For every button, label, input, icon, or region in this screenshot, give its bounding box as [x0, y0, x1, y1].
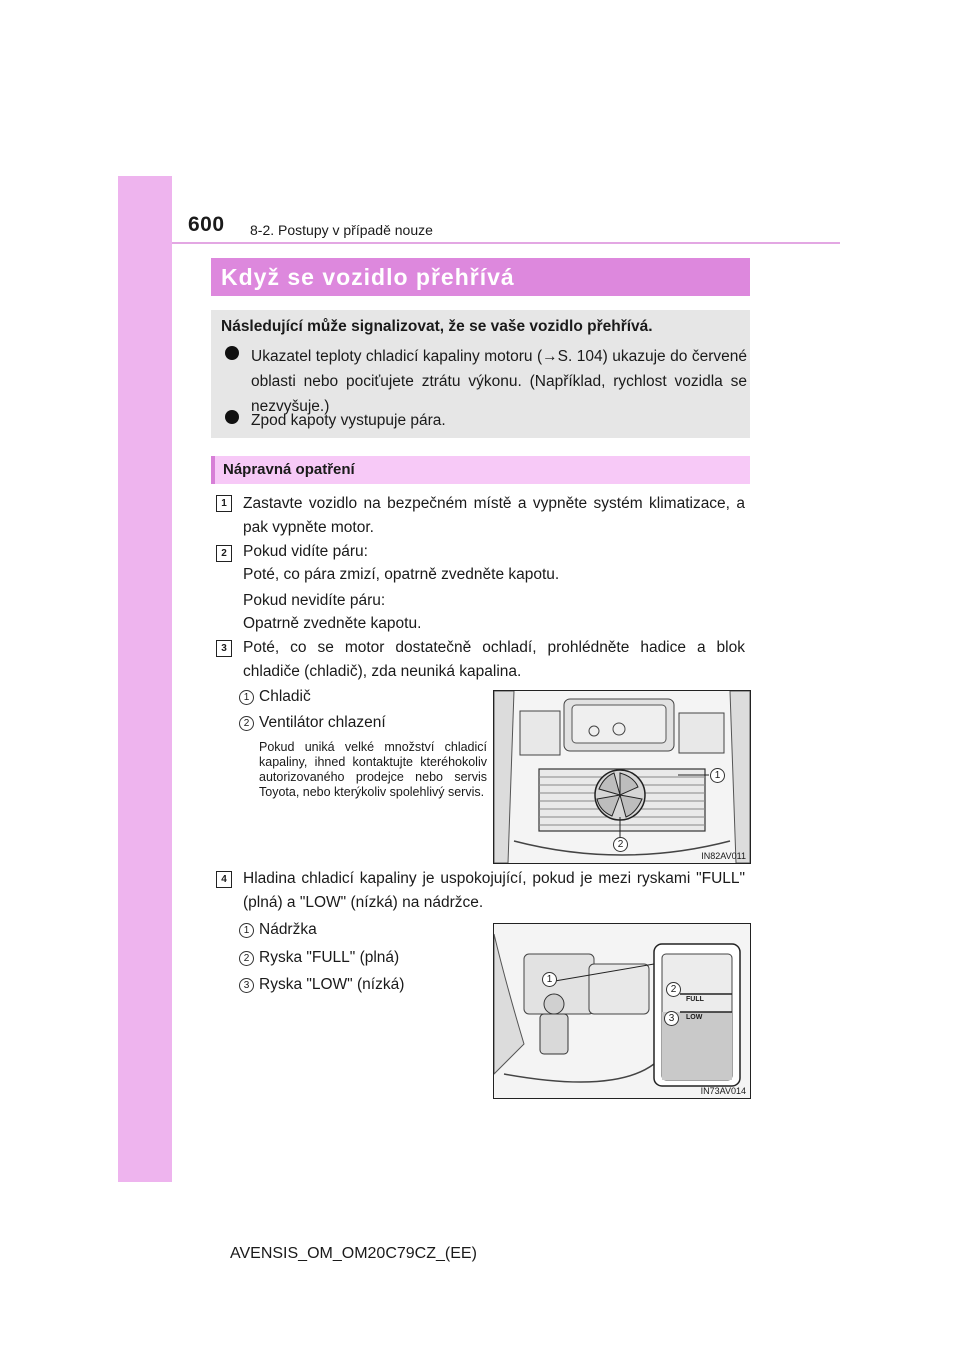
legend-label: Nádržka — [259, 921, 317, 938]
info-box — [211, 310, 750, 438]
step-number: 3 — [216, 640, 232, 657]
legend-number: 1 — [239, 690, 254, 705]
step-number: 1 — [216, 495, 232, 512]
step-text: Poté, co pára zmizí, opatrně zvedněte kapotu. — [243, 566, 560, 583]
legend-number: 1 — [239, 923, 254, 938]
callout-reservoir: 1 — [542, 972, 557, 987]
section-title: 8-2. Postupy v případě nouze — [250, 222, 433, 238]
step-text: Opatrně zvedněte kapotu. — [243, 615, 422, 632]
legend-label: Ryska "LOW" (nízká) — [259, 976, 405, 993]
figure-code: IN82AV011 — [701, 851, 746, 861]
heading-bar — [211, 258, 750, 296]
step-text: Pokud vidíte páru: — [243, 543, 368, 560]
step-text: Poté, co se motor dostatečně ochladí, prohlédněte hadice a blok chladiče (chladič), zda neuniká kapalina. — [243, 639, 745, 680]
figure-code: IN73AV014 — [700, 1086, 746, 1096]
subheading-bar — [211, 456, 750, 484]
header-rule — [172, 242, 840, 244]
bullet-dot-icon — [225, 346, 239, 360]
legend-number: 2 — [239, 716, 254, 731]
step-text: Pokud nevidíte páru: — [243, 592, 386, 609]
info-intro: Následující může signalizovat, že se vaše vozidlo přehřívá. — [221, 318, 653, 335]
step-number: 4 — [216, 871, 232, 888]
footer-doc-id: AVENSIS_OM_OM20C79CZ_(EE) — [230, 1245, 477, 1262]
page-heading: Když se vozidlo přehřívá — [221, 264, 515, 290]
bullet-dot-icon — [225, 410, 239, 424]
legend-label: Ventilátor chlazení — [259, 714, 386, 731]
legend-number: 3 — [239, 978, 254, 993]
step-number: 2 — [216, 545, 232, 562]
side-tab — [118, 176, 172, 1182]
callout-fan: 2 — [613, 837, 628, 852]
step-text: Zastavte vozidlo na bezpečném místě a vypněte systém klimatizace, a pak vypněte motor. — [243, 495, 745, 536]
bullet-text: Zpod kapoty vystupuje pára. — [251, 412, 446, 429]
callout-radiator: 1 — [710, 768, 725, 783]
leak-note: Pokud uniká velké množství chladicí kapaliny, ihned kontaktujte kteréhokoliv autorizovaného prodejce nebo servis Toyota, nebo kterýkoliv spolehlivý servis. — [259, 740, 487, 799]
full-mark-label: FULL — [686, 996, 704, 1003]
callout-full: 2 — [666, 982, 681, 997]
reservoir-illustration — [494, 924, 750, 1098]
callout-low: 3 — [664, 1011, 679, 1026]
legend-label: Chladič — [259, 688, 311, 705]
subheading: Nápravná opatření — [223, 461, 355, 478]
legend-label: Ryska "FULL" (plná) — [259, 949, 400, 966]
bullet-text: Ukazatel teploty chladicí kapaliny motoru (→S. 104) ukazuje do červené oblasti nebo pociťujete ztrátu výkonu. (Například, rychlost vozidla se nezvyšuje.) — [251, 348, 747, 415]
radiator-figure — [493, 690, 751, 864]
step-text: Hladina chladicí kapaliny je uspokojující, pokud je mezi ryskami "FULL" (plná) a "LOW" (nízká) na nádržce. — [243, 870, 745, 911]
reservoir-figure — [493, 923, 751, 1099]
legend-number: 2 — [239, 951, 254, 966]
page-number: 600 — [188, 213, 225, 236]
low-mark-label: LOW — [686, 1014, 703, 1021]
